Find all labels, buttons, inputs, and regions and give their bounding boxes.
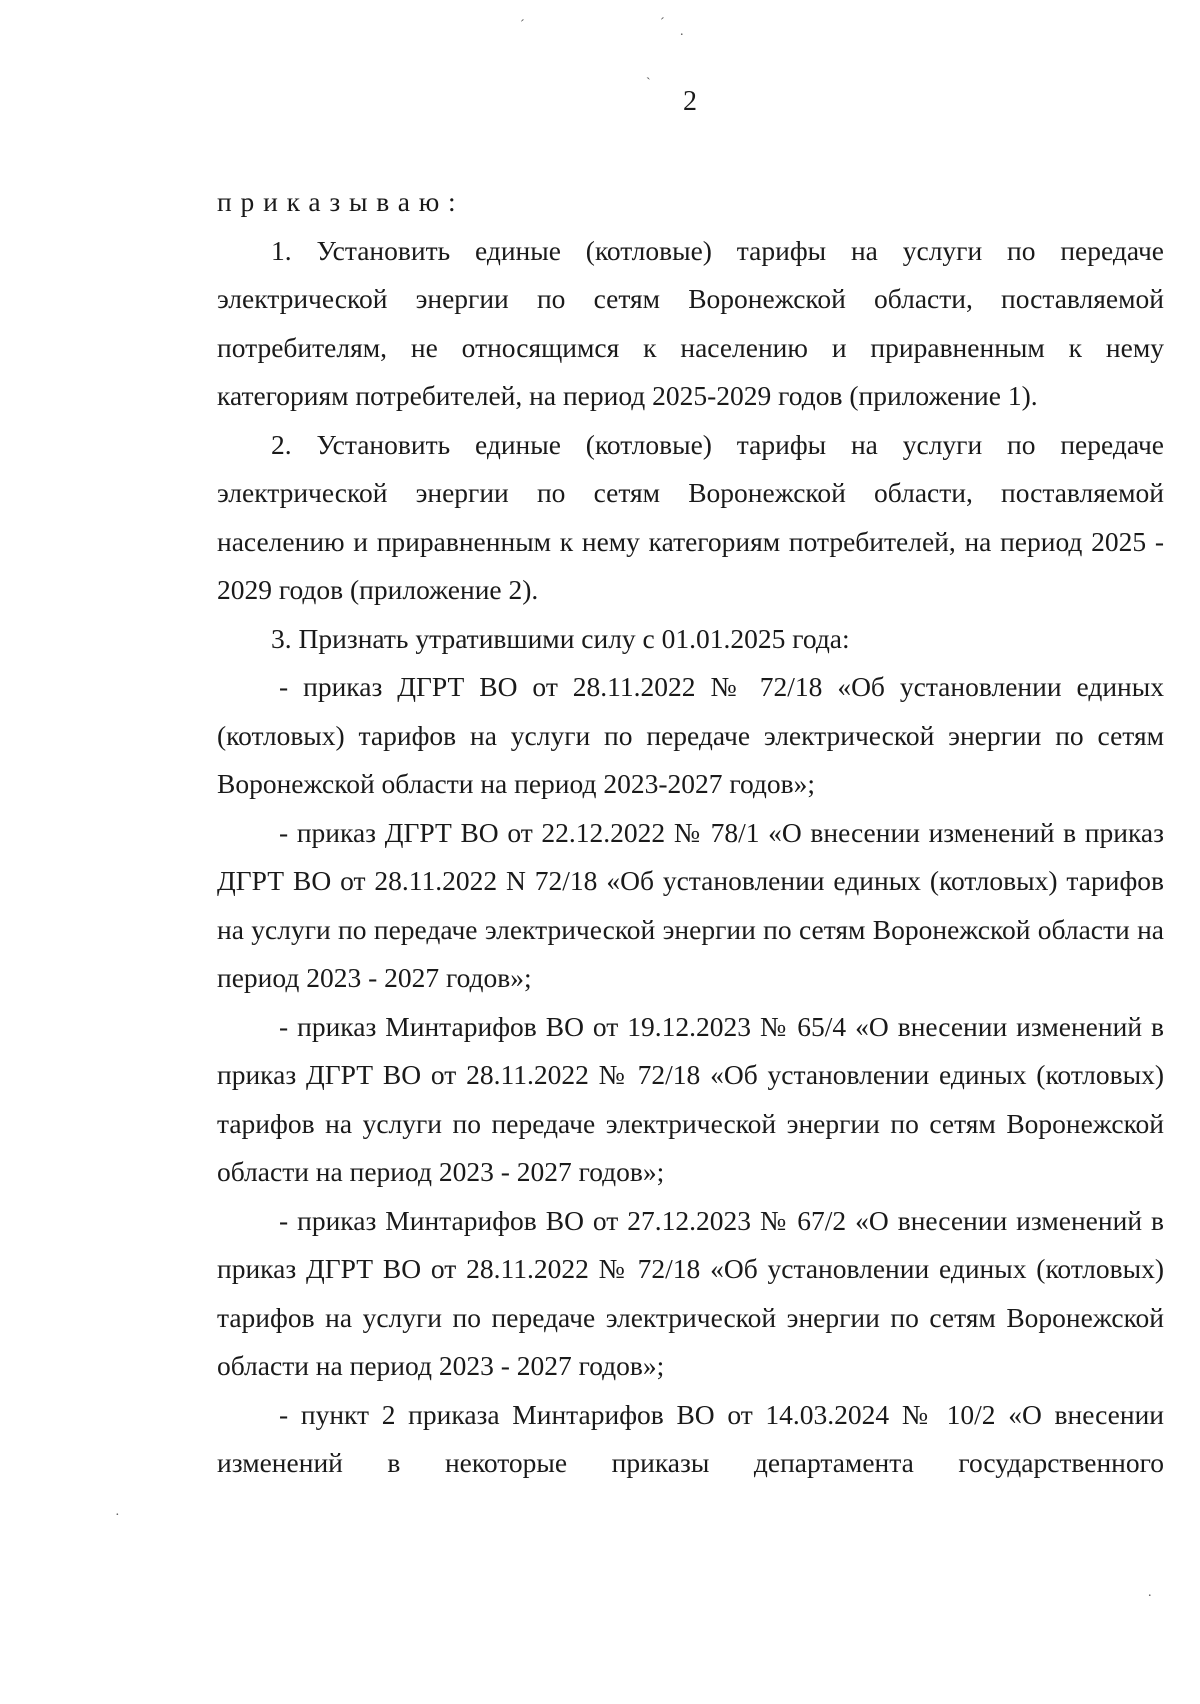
paragraph-2: 2. Установить единые (котловые) тарифы на услуги по передаче электрической энергии по сетям Воронежской области, поставляемой населению и приравненным к нему категориям потребителей, на период 2025 - 2029 годов (приложение 2). bbox=[217, 428, 1164, 605]
paragraph-3: 3. Признать утратившими силу с 01.01.2025 года: bbox=[271, 622, 850, 654]
order-word: приказываю: bbox=[217, 186, 465, 217]
page-number: 2 bbox=[683, 86, 697, 117]
repealed-order-item: - приказ Минтарифов ВО от 19.12.2023 № 65/4 «О внесении изменений в приказ ДГРТ ВО от 28.11.2022 № 72/18 «Об установлении единых (котловых) тарифов на услуги по передаче электрической энергии по сетям Воронежской области на период 2023 - 2027 годов»; bbox=[217, 1010, 1164, 1187]
scan-speck: . bbox=[1148, 1585, 1152, 1600]
scan-speck: ˊ bbox=[520, 18, 525, 33]
repealed-order-item: - приказ Минтарифов ВО от 27.12.2023 № 67/2 «О внесении изменений в приказ ДГРТ ВО от 28.11.2022 № 72/18 «Об установлении единых (котловых) тарифов на услуги по передаче электрической энергии по сетям Воронежской области на период 2023 - 2027 годов»; bbox=[217, 1204, 1164, 1381]
scan-speck: ˊ bbox=[660, 16, 665, 31]
document-body bbox=[217, 178, 1164, 1488]
scan-speck: . bbox=[680, 24, 684, 39]
scan-speck: ˴ bbox=[646, 70, 651, 85]
paragraph-1: 1. Установить единые (котловые) тарифы на услуги по передаче электрической энергии по сетям Воронежской области, поставляемой потребителям, не относящимся к населению и приравненным к нему категориям потребителей, на период 2025-2029 годов (приложение 1). bbox=[217, 234, 1164, 411]
scan-speck: · bbox=[115, 1508, 120, 1523]
repealed-order-item: - приказ ДГРТ ВО от 28.11.2022 № 72/18 «Об установлении единых (котловых) тарифов на услуги по передаче электрической энергии по сетям Воронежской области на период 2023-2027 годов»; bbox=[217, 671, 1164, 799]
repealed-order-item: - приказ ДГРТ ВО от 22.12.2022 № 78/1 «О внесении изменений в приказ ДГРТ ВО от 28.11.2022 N 72/18 «Об установлении единых (котловых) тарифов на услуги по передаче электрической энергии по сетям Воронежской области на период 2023 - 2027 годов»; bbox=[217, 816, 1164, 993]
repealed-order-item: - пункт 2 приказа Минтарифов ВО от 14.03.2024 № 10/2 «О внесении изменений в некоторые приказы департамента государственного bbox=[217, 1398, 1164, 1478]
